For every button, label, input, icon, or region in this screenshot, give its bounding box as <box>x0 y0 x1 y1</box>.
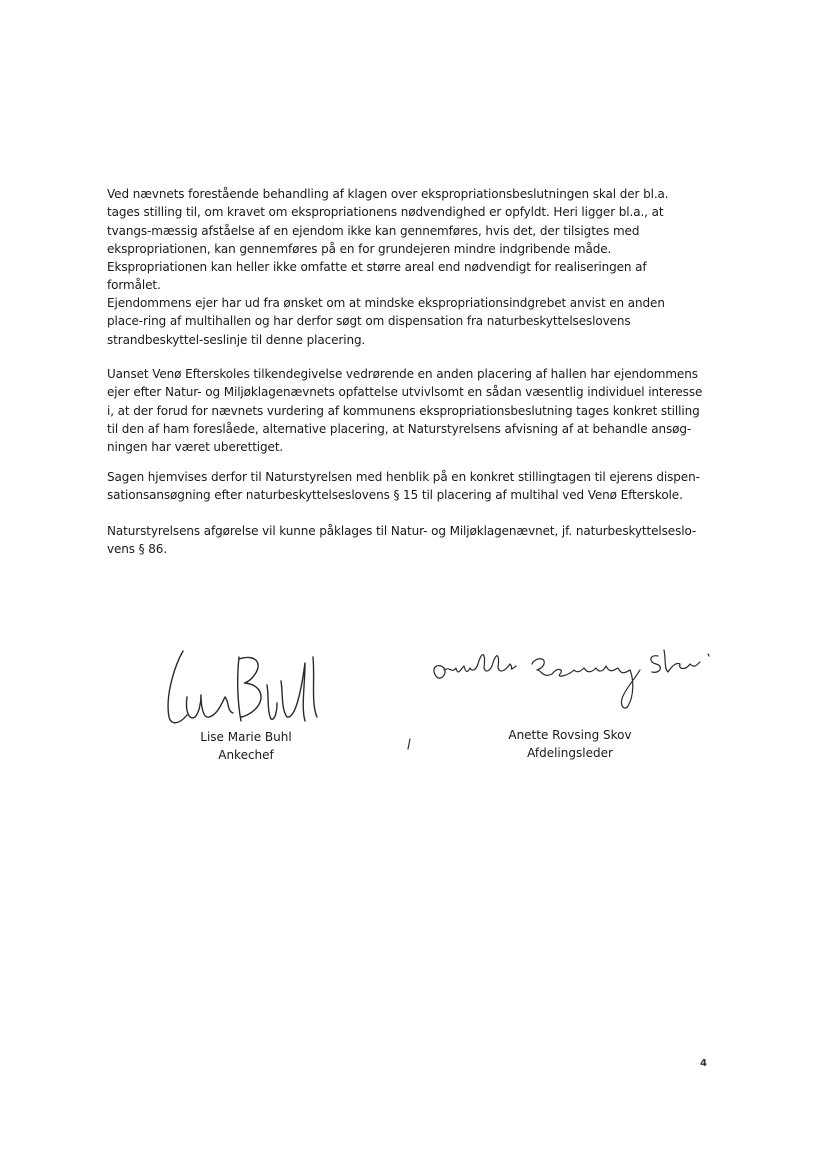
signature-lise-marie-buhl <box>155 645 340 730</box>
signer-title: Ankechef <box>218 748 274 762</box>
signer-name: Anette Rovsing Skov <box>508 728 632 742</box>
signer-block-left <box>176 728 316 764</box>
stray-pen-mark <box>406 738 412 750</box>
page-number: 4 <box>700 1058 707 1069</box>
paragraph-alternative-placement: Ejendommens ejer har ud fra ønsket om at mindske ekspropriationsindgrebet anvist en anden place-ring af multihallen og har derfor søgt om dispensation fra naturbeskyttelseslovens strandbeskyttel-seslinje til denne placering. <box>107 296 665 347</box>
paragraph-remand: Sagen hjemvises derfor til Naturstyrelsen med henblik på en konkret stillingtagen til ejerens dispen-sationsansøgning efter naturbeskyttelseslovens § 15 til placering af multihal ved Venø Efterskole. <box>107 470 700 503</box>
signer-name: Lise Marie Buhl <box>200 730 292 744</box>
signer-title: Afdelingsleder <box>527 746 613 760</box>
signature-anette-rovsing-skov <box>428 640 718 715</box>
paragraph-owner-interest: Uanset Venø Efterskoles tilkendegivelse vedrørende en anden placering af hallen har ejendommens ejer efter Natur- og Miljøklagenævnets opfattelse utvivlsomt en sådan væsentlig individuel interesse i, at der forud for nævnets vurdering af kommunens ekspropriationsbeslutning tages konkret stilling til den af ham foreslåede, alternative placering, at Naturstyrelsens afvisning af at behandle ansøg-ningen har været uberettiget. <box>107 367 703 455</box>
signer-block-right <box>490 726 650 762</box>
paragraph-appeal-notice: Naturstyrelsens afgørelse vil kunne påklages til Natur- og Miljøklagenævnet, jf. naturbeskyttelseslo-vens § 86. <box>107 524 697 557</box>
paragraph-expropriation-necessity: Ved nævnets forestående behandling af klagen over ekspropriationsbeslutningen skal der bl.a. tages stilling til, om kravet om ekspropriationens nødvendighed er opfyldt. Heri ligger bl.a., at tvangs-mæssig afståelse af en ejendom ikke kan gennemføres, hvis det, der tilsigtes med ekspropriationen, kan gennemføres på en for grundejeren mindre indgribende måde. Ekspropriationen kan heller ikke omfatte et større areal end nødvendigt for realiseringen af formålet. <box>107 187 669 293</box>
